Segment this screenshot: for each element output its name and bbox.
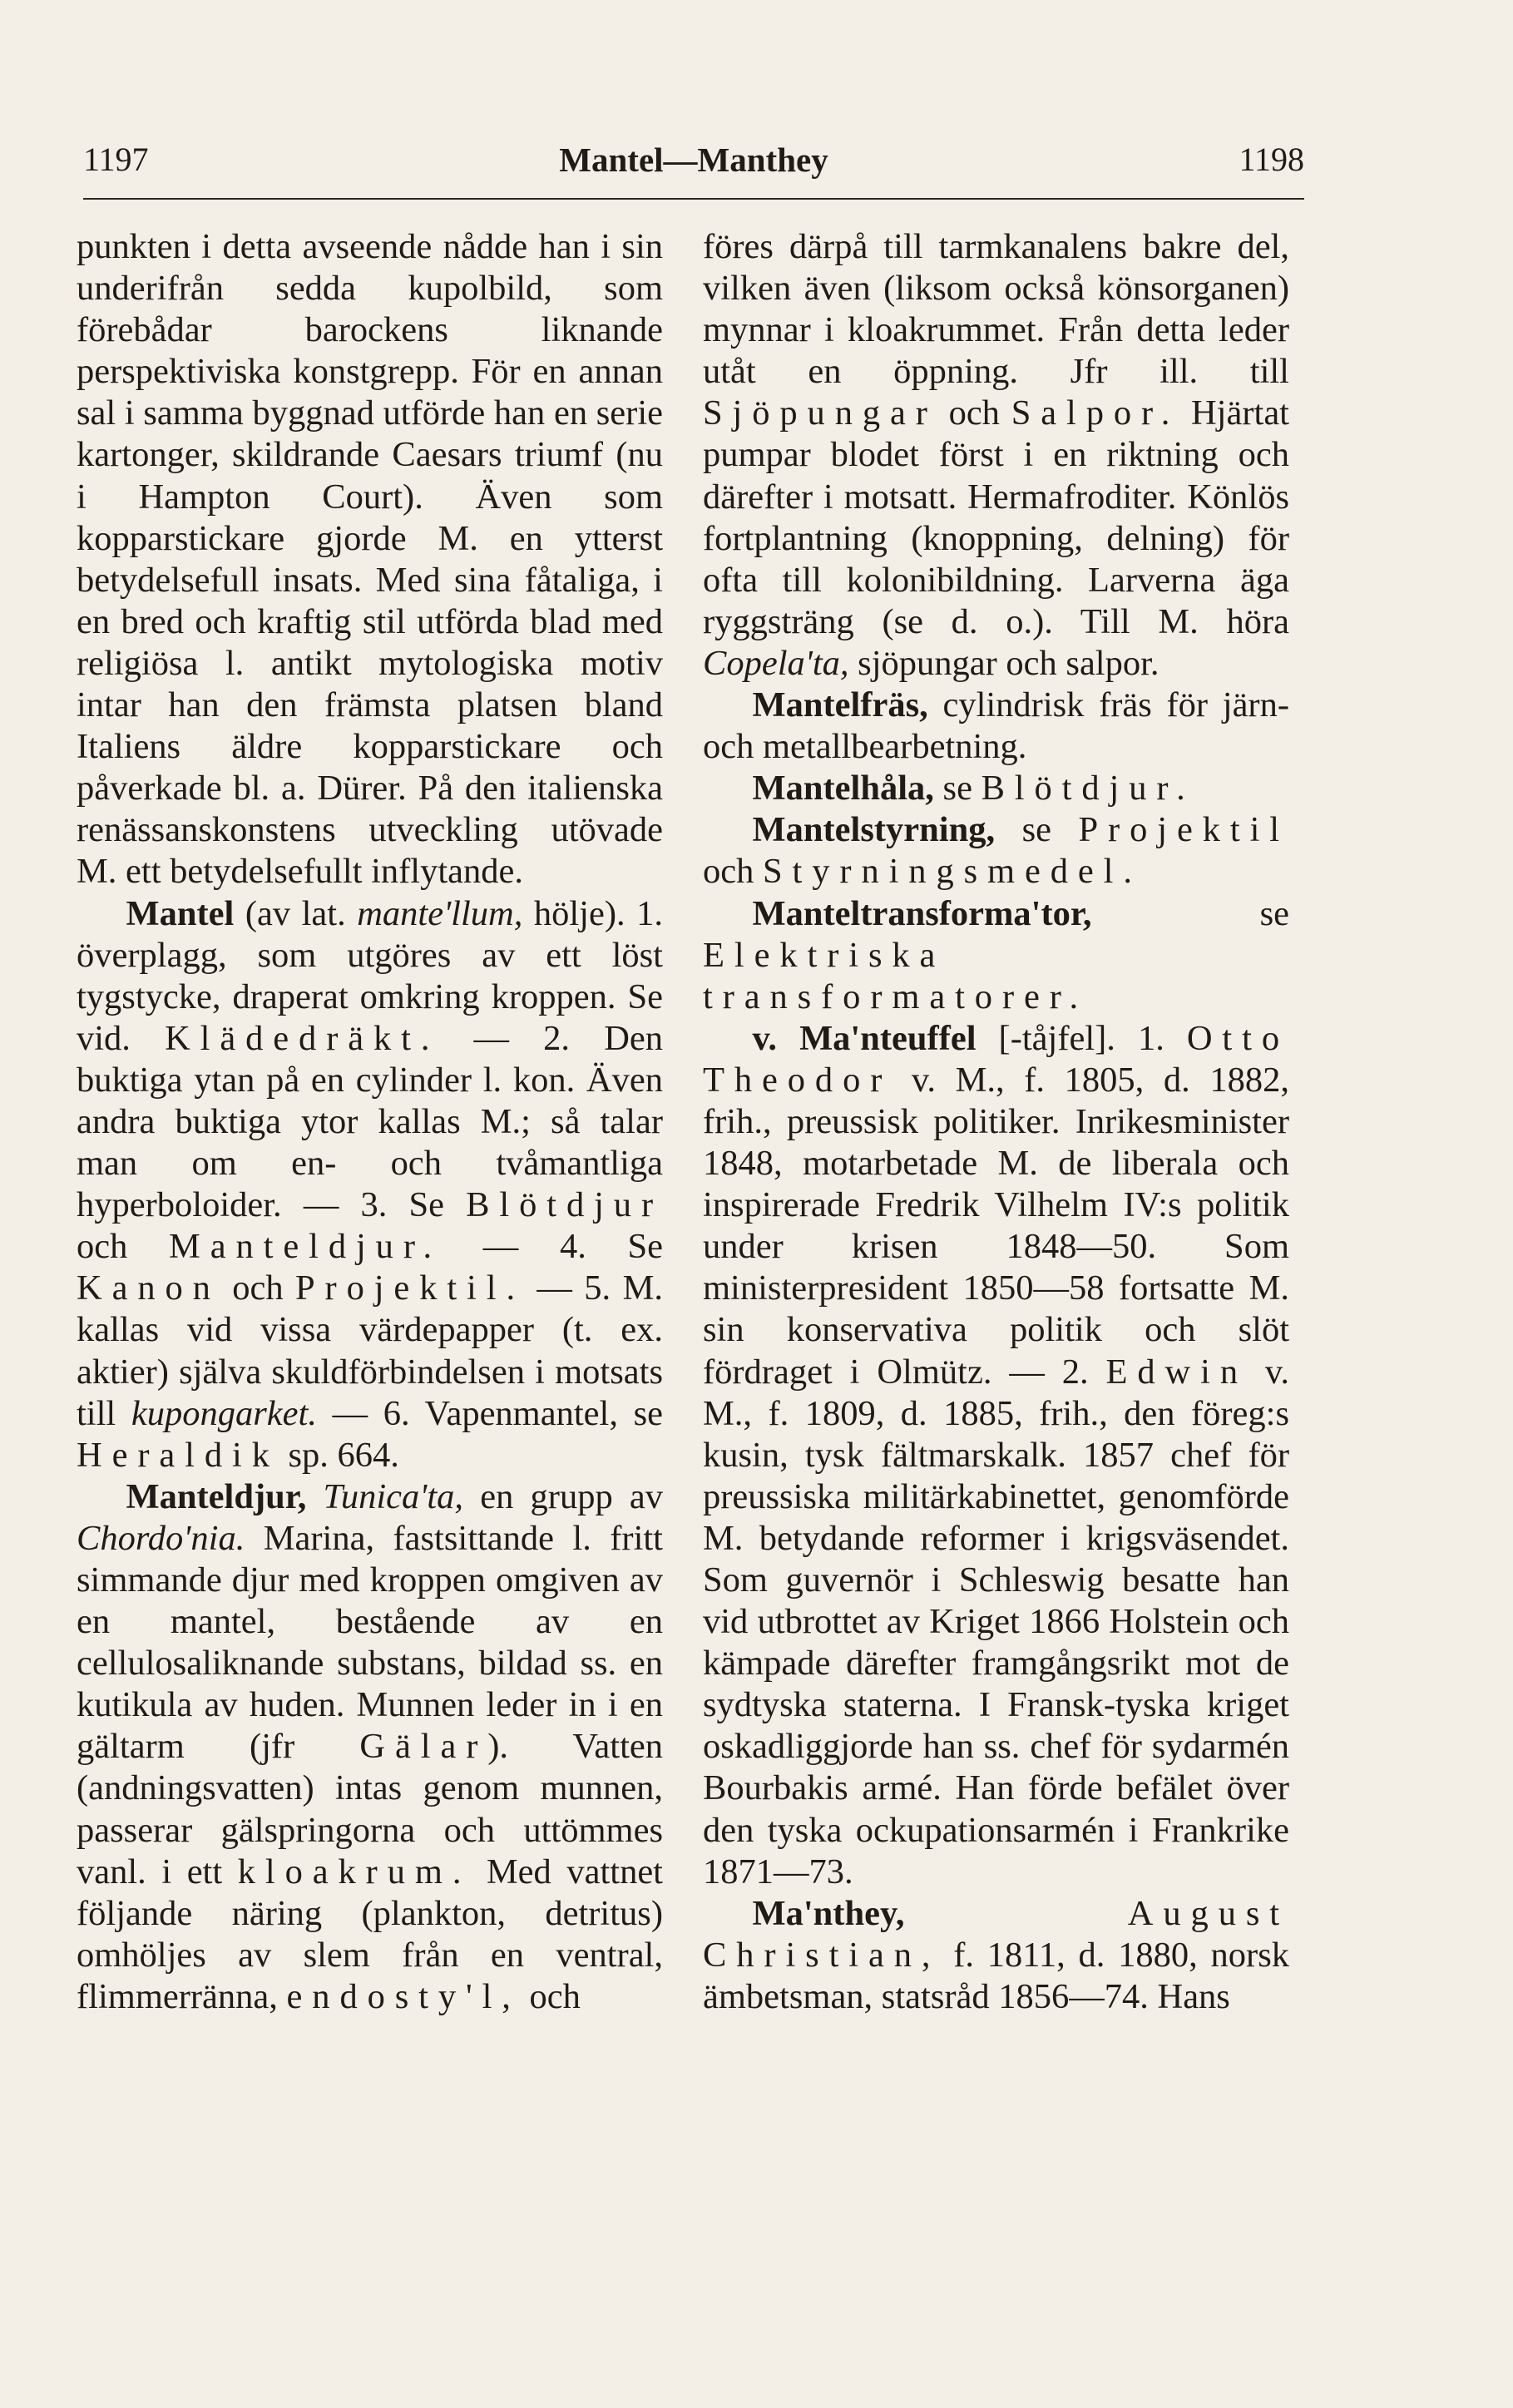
body-text: f. 1811, d. 1880, norsk ämbetsman, statsråd 1856—74. Hans [703,1935,1289,2016]
headword: Manteltransforma'tor, [752,893,1092,933]
entry-mantelhala [703,768,1289,809]
body-text: — 6. Vapenmantel, se [316,1393,663,1433]
entry-manteuffel [703,1018,1289,1893]
entry-manteldjur [77,1476,663,2018]
body-text: v. M., f. 1809, d. 1885, frih., den föreg:s kusin, tysk fältmarskalk. 1857 chef för preussiska militärkabinettet, genomförde M. betydande reformer i krigsväsendet. Som guvernör i Schleswig besatte han vid utbrottet av Kriget 1866 Holstein och kämpade därefter framgångsrikt mot de sydtyska staterna. I Fransk-tyska kriget oskadliggjorde han ss. chef för sydarmén Bourbakis armé. Han förde befälet över den tyska ockupationsarmén i Frankrike 1871—73. [703,1352,1289,1891]
body-text: [-tåjfel]. 1. [976,1018,1187,1058]
headword: Mantel [126,893,235,933]
left-column [77,226,663,2018]
page-number-left: 1197 [83,141,149,178]
page-title: Mantel—Manthey [559,141,828,179]
body-text: och [520,1976,581,2016]
body-text: se [933,769,981,808]
body-text: se [995,810,1079,850]
italic-term: kupongarket. [131,1393,317,1433]
italic-term: mante'llum, [357,893,523,933]
cross-reference: Salpor. [1011,393,1180,433]
body-text: — 2. Den buktiga ytan på en cylinder l. kon. Även andra buktiga ytor kallas M.; så talar man om en- och tvåmantliga hyperboloider. — 3. Se [77,1018,663,1225]
headword: Mantelfräs, [752,685,928,725]
body-text: och [220,1268,295,1308]
cross-reference: Projektil. [294,1268,525,1308]
running-header [83,140,1304,190]
cross-reference: Manteldjur. [169,1227,443,1267]
body-text [905,1894,1128,1933]
body-text: föres därpå till tarmkanalens bakre del, vilken även (liksom också könsorganen) mynnar i kloakrummet. Från detta leder utåt en öppning. Jfr ill. till [703,227,1289,392]
entry-mantel [77,893,663,1476]
headword: Mantelstyrning, [752,810,996,850]
body-text: ). Vatten (andningsvatten) intas genom munnen, passerar gälspringorna och uttömmes vanl. i ett [77,1727,663,1891]
person-name: Edwin [1105,1352,1248,1392]
entry-manteltransformator [703,893,1289,1018]
cross-reference: Sjöpungar [703,393,937,433]
body-text: cylindrisk fräs för järn- och metallbearbetning. [703,685,1289,767]
headword: Mantelhåla, [752,769,934,808]
cross-reference: Styrningsmedel. [763,852,1142,892]
headword-prefix: v. [752,1018,800,1058]
header-rule [83,198,1304,200]
page-number-right: 1198 [1239,141,1304,178]
cross-reference: Gälar [359,1727,488,1767]
cross-reference: endosty'l, [286,1976,521,2016]
body-text: sp. 664. [279,1435,399,1475]
cross-reference: Klädedräkt. [165,1018,440,1058]
cross-reference: Blötdjur. [981,769,1195,808]
continued-paragraph [77,226,663,893]
body-text: Marina, fastsittande l. fritt simmande djur med kroppen omgiven av en mantel, bestående av en cellulosaliknande substans, bildad ss. en kutikula av huden. Munnen leder in i en gältarm (jfr [77,1518,663,1767]
right-column [703,226,1289,2018]
body-text: punkten i detta avseende nådde han i sin underifrån sedda kupolbild, som förebådar barockens liknande perspektiviska konstgrepp. För en annan sal i samma byggnad utförde han en serie kartonger, skildrande Caesars triumf (nu i Hampton Court). Även som kopparstickare gjorde M. en ytterst betydelsefull insats. Med sina fåtaliga, i en bred och kraftig stil utförda blad med religiösa l. antikt mytologiska motiv intar han den främsta platsen bland Italiens äldre kopparstickare och påverkade bl. a. Dürer. På den italienska renässanskonstens utveckling utövade M. ett betydelsefullt inflytande. [77,227,663,892]
headword: Ma'nteuffel [799,1018,977,1058]
body-text: Hjärtat pumpar blodet först i en riktning och därefter i motsatt. Hermafroditer. Könlös fortplantning (knoppning, delning) för ofta till kolonibildning. Larverna äga ryggsträng (se d. o.). Till M. höra [703,393,1289,641]
person-name: Otto Theodor [703,1018,1290,1100]
body-text: hölje). 1. överplagg, som utgöres av ett löst tygstycke, draperat omkring kroppen. Se vid. [77,893,663,1058]
body-text: sjöpungar och salpor. [848,643,1159,683]
cross-reference: Kanon [77,1268,220,1308]
cross-reference: Projektil [1078,810,1289,850]
italic-term: Copela'ta, [703,643,849,683]
body-text: se [1091,893,1289,933]
body-text: och [937,393,1011,433]
entry-manthey [703,1893,1289,2018]
entry-mantelstyrning [703,809,1289,892]
body-text: och [77,1227,170,1267]
cross-reference: kloakrum. [237,1852,472,1891]
body-text: (av lat. [234,893,358,933]
body-text: — 5. M. kallas vid vissa värdepapper (t. ex. aktier) själva skuldförbindelsen i motsats till [77,1268,663,1433]
entry-mantelfras [703,685,1289,768]
continued-paragraph [703,226,1289,685]
cross-reference: Heraldik [77,1435,279,1475]
headword: Manteldjur, [126,1476,307,1516]
body-text: — 4. Se [442,1227,663,1267]
cross-reference: Elektriska transformatorer. [703,935,1088,1016]
person-name: August Christian, [703,1893,1289,1975]
body-text: Med vattnet följande näring (plankton, detritus) omhöljes av slem från en ventral, flimmerränna, [77,1852,663,2016]
body-text: v. M., f. 1805, d. 1882, frih., preussisk politiker. Inrikesminister 1848, motarbetade M. de liberala och inspirerade Fredrik Vilhelm IV:s politik under krisen 1848—50. Som ministerpresident 1850—58 fortsatte M. sin konservativa politik och slöt fördraget i Olmütz. — 2. [703,1060,1289,1392]
body-text: en grupp av [463,1476,664,1516]
italic-term: Chordo'nia. [77,1518,245,1558]
cross-reference: Blötdjur [466,1185,663,1225]
headword: Ma'nthey, [752,1893,905,1933]
body-text: och [703,852,763,892]
italic-term: Tunica'ta, [323,1476,464,1516]
body-text [306,1477,323,1516]
